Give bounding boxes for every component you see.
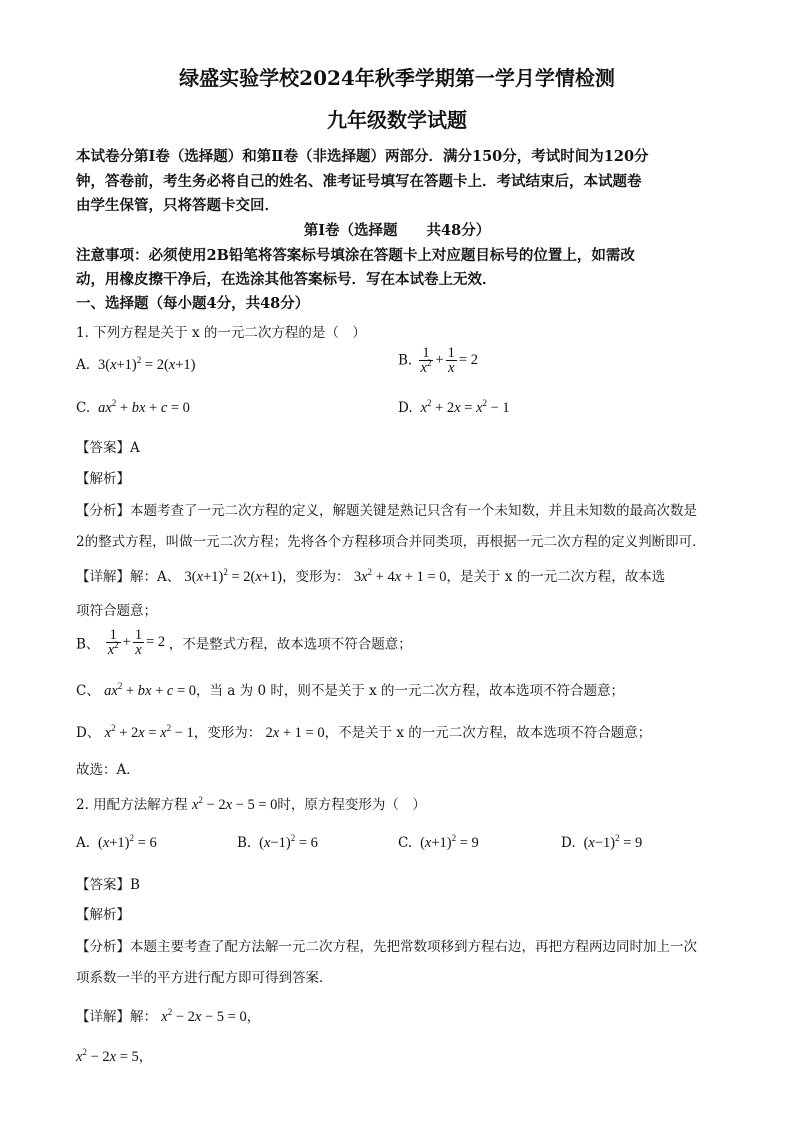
q1-analysis-tag: 【解析】 — [76, 471, 130, 487]
q1-detail-c-post: ，当 a 为 0 时，则不是关于 x 的一元二次方程，故本选项不符合题意； — [196, 683, 625, 699]
q2-detail-2 — [76, 1045, 152, 1066]
q2-option-a-formula: $(x+1)^2 = 6$ — [94, 833, 157, 851]
q2-fenxi-line-1: 【分析】本题主要考查了配方法解一元二次方程，先把常数项移到方程右边，再把方程两边同时加上一次 — [76, 939, 697, 955]
q2-stem — [76, 793, 426, 814]
q1-option-b — [398, 346, 478, 375]
intro-line-2: 钟，答卷前，考生务必将自己的姓名、准考证号填写在答题卡上．考试结束后，本试题卷 — [76, 173, 642, 190]
q1-detail-a-eq1: $3(x+1)^2 = 2(x+1)$ — [184, 567, 283, 585]
q2-detail-1 — [76, 1005, 260, 1026]
q2-fenxi-line-2: 项系数一半的平方进行配方即可得到答案． — [76, 970, 333, 986]
q1-answer: 【答案】A — [76, 440, 140, 456]
q2-option-a — [76, 835, 157, 852]
q1-detail-a-post: ，是关于 x 的一元二次方程，故本选 — [446, 569, 666, 585]
q1-detail-b-pre: B、 — [76, 636, 100, 653]
page-title: 绿盛实验学校2024年秋季学期第一学月学情检测 — [179, 66, 615, 90]
page-subtitle: 九年级数学试题 — [327, 108, 467, 132]
q1-fenxi-line-1: 【分析】本题考查了一元二次方程的定义，解题关键是熟记只含有一个未知数，并且未知数的最高次数是 — [76, 503, 697, 519]
q1-conclusion: 故选：A． — [76, 762, 140, 778]
q2-detail-step-2-end: ， — [138, 1049, 153, 1065]
q1-detail-b — [76, 628, 412, 657]
q2-stem-post: 时，原方程变形为（ ） — [277, 797, 426, 813]
q2-stem-pre: 2. 用配方法解方程 — [76, 797, 188, 813]
q2-detail-step-1: $x^2 - 2x - 5 = 0$ — [161, 1007, 247, 1025]
q1-fenxi-line-2: 2的整式方程，叫做一元二次方程；先将各个方程移项合并同类项，再根据一元二次方程的定义判断即可． — [76, 534, 706, 550]
q1-option-d-label: D. — [398, 400, 413, 416]
q2-option-b-label: B. — [237, 835, 252, 851]
q2-option-d-formula: $(x-1)^2 = 9$ — [579, 833, 643, 851]
q1-option-c — [76, 400, 190, 417]
q1-option-b-label: B. — [398, 352, 413, 369]
q1-detail-a-line-2: 项符合题意； — [76, 603, 157, 619]
intro-line-3: 由学生保管，只将答题卡交回． — [76, 197, 279, 214]
q1-option-c-label: C. — [76, 400, 91, 416]
q2-option-d-label: D. — [561, 835, 576, 851]
q1-detail-a-eq2: $3x^2 + 4x + 1 = 0$ — [353, 567, 447, 585]
q1-option-c-formula: $ax^2$ + bx + c = 0 — [98, 398, 190, 416]
q1-detail-b-formula: $\frac{1}{x^2}$ + $\frac{1}{x}$ = 2 — [107, 627, 169, 658]
notice-line-1: 注意事项：必须使用2B铅笔将答案标号填涂在答题卡上对应题目标号的位置上，如需改 — [76, 247, 635, 264]
q1-detail-c-formula: $ax^2$ + bx + c = 0 — [104, 681, 197, 699]
q1-detail-b-post: ，不是整式方程，故本选项不符合题意； — [168, 636, 412, 653]
q2-option-a-label: A. — [76, 835, 91, 851]
q2-option-d — [561, 835, 642, 852]
q1-option-a-label: A. — [76, 357, 91, 373]
q1-detail-d-eq2: 2x + 1 = 0 — [265, 725, 325, 741]
q2-option-b — [237, 835, 318, 852]
q2-detail-step-1-end: ， — [246, 1009, 261, 1025]
q2-option-c-label: C. — [398, 835, 413, 851]
q2-answer: 【答案】B — [76, 877, 140, 893]
q1-detail-c-pre: C、 — [76, 683, 100, 699]
q2-option-c-formula: $(x+1)^2 = 9$ — [416, 833, 479, 851]
q1-detail-d-pre: D、 — [76, 725, 101, 741]
q1-detail-a — [76, 565, 665, 586]
part1-heading: 第Ⅰ卷（选择题 共48分） — [303, 222, 491, 239]
q1-detail-c — [76, 679, 624, 700]
q1-option-a-formula: $3(x+1)^2 = 2(x+1)$ — [94, 355, 196, 373]
q1-option-d — [398, 400, 510, 417]
q2-stem-formula: $x^2 - 2x - 5 = 0$ — [191, 795, 278, 813]
q1-detail-d-eq1: $x^2 + 2x = x^2 - 1$ — [104, 723, 194, 741]
q2-option-b-formula: $(x-1)^2 = 6$ — [255, 833, 318, 851]
q2-detail-tag: 【详解】 — [76, 1009, 130, 1025]
q1-option-a — [76, 357, 195, 374]
q1-stem: 1. 下列方程是关于 x 的一元二次方程的是（ ） — [76, 325, 366, 341]
section1-heading: 一、选择题（每小题4分，共48分） — [76, 295, 310, 312]
q1-detail-tag: 【详解】 — [76, 569, 130, 585]
q1-detail-d — [76, 721, 651, 742]
q1-detail-a-mid: ，变形为： — [282, 569, 350, 585]
q2-option-c — [398, 835, 479, 852]
notice-line-2: 动，用橡皮擦干净后，在选涂其他答案标号．写在本试卷上无效． — [76, 271, 497, 288]
q1-detail-a-pre: 解：A、 — [130, 569, 181, 585]
intro-line-1: 本试卷分第Ⅰ卷（选择题）和第Ⅱ卷（非选择题）两部分．满分150分，考试时间为120分 — [76, 148, 649, 165]
q1-detail-d-mid: ，变形为： — [193, 725, 262, 741]
q1-option-b-formula: $\frac{1}{x^2}$ + $\frac{1}{x}$ = 2 — [420, 345, 478, 376]
q2-analysis-tag: 【解析】 — [76, 907, 130, 923]
q1-option-d-formula: $x^2 + 2x = x^2 - 1$ — [420, 398, 510, 416]
q1-detail-d-post: ，不是关于 x 的一元二次方程，故本选项不符合题意； — [324, 725, 652, 741]
q2-detail-pre: 解： — [130, 1009, 157, 1025]
q2-detail-step-2: $x^2 - 2x = 5$ — [76, 1047, 139, 1065]
